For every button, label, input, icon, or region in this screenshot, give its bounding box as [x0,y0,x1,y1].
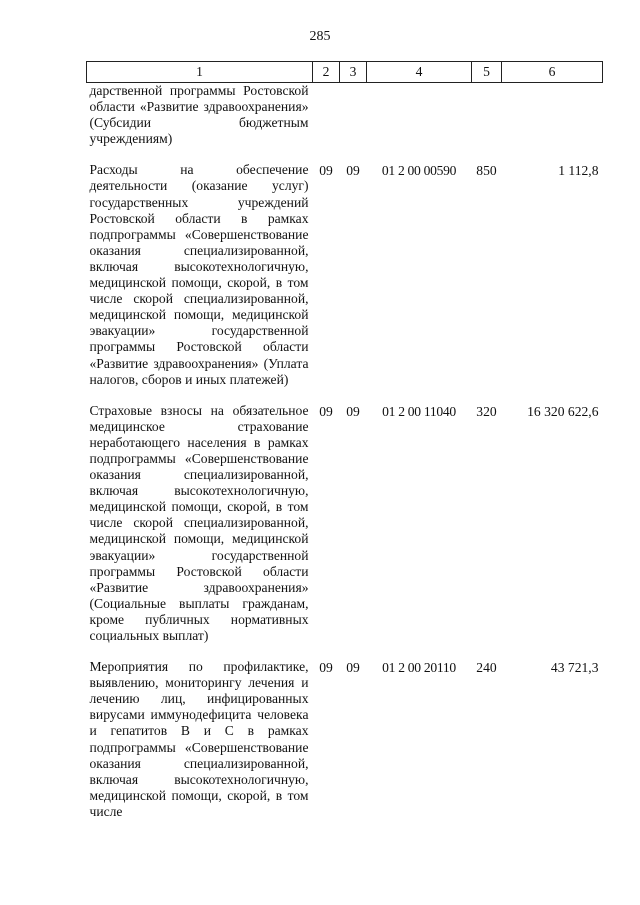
row-subsection-code [340,83,367,163]
column-header: 1 [87,62,313,83]
column-header: 3 [340,62,367,83]
row-target-article-code [367,83,472,163]
page-number: 285 [309,29,331,44]
budget-table [86,61,603,820]
row-expense-type-code: 850 [476,163,497,179]
column-header: 6 [502,62,603,83]
column-header: 4 [367,62,472,83]
row-target-article-code: 01 2 00 11040 [382,403,456,419]
column-header: 2 [313,62,340,83]
row-description: Расходы на обеспечение деятельности (оказание услуг) государственных учреждений Ростовской области в рамках подпрограммы «Совершенствование оказания специализированной, включая высокотехнологичную, медицинской помощи, скорой, в том числе скорой специализированной, медицинской помощи, медицинской эвакуации» государственной программы Ростовской области «Развитие здравоохранения» (Уплата налогов, сборов и иных платежей) [89,162,309,387]
row-expense-type-code: 240 [476,660,497,676]
row-amount: 1 112,8 [558,163,599,179]
row-amount: 43 721,3 [550,660,599,676]
row-description: Мероприятия по профилактике, выявлению, мониторингу лечения и лечению лиц, инфицированных вирусами иммунодефицита человека и гепатитов В и С в рамках подпрограммы «Совершенствование оказания специализированной, включая высокотехнологичную, медицинской помощи, скорой, в том числе [89,659,309,819]
row-expense-type-code [472,83,502,163]
table-row [87,659,603,820]
row-amount: 16 320 622,6 [527,403,599,419]
row-target-article-code: 01 2 00 20110 [382,660,456,676]
row-section-code: 09 [319,163,333,179]
table-row [87,83,603,163]
row-section-code: 09 [319,403,333,419]
row-section-code: 09 [319,660,333,676]
column-header: 5 [472,62,502,83]
table-row [87,403,603,659]
row-subsection-code: 09 [346,660,360,676]
table-row [87,162,603,402]
row-description: дарственной программы Ростовской области «Развитие здравоохранения» (Субсидии бюджетным учреждениям) [89,83,309,147]
row-description: Страховые взносы на обязательное медицинское страхование неработающего населения в рамках подпрограммы «Совершенствование оказания специализированной, включая высокотехнологичную, медицинской помощи, скорой, в том числе скорой специализированной, медицинской помощи, медицинской эвакуации» государственной программы Ростовской области «Развитие здравоохранения» (Социальные выплаты гражданам, кроме публичных нормативных социальных выплат) [89,402,309,643]
row-subsection-code: 09 [346,163,360,179]
row-amount [502,83,603,163]
row-expense-type-code: 320 [476,403,497,419]
row-target-article-code: 01 2 00 00590 [381,163,457,179]
row-subsection-code: 09 [346,403,360,419]
table-header-row [87,62,603,83]
row-section-code [313,83,340,163]
